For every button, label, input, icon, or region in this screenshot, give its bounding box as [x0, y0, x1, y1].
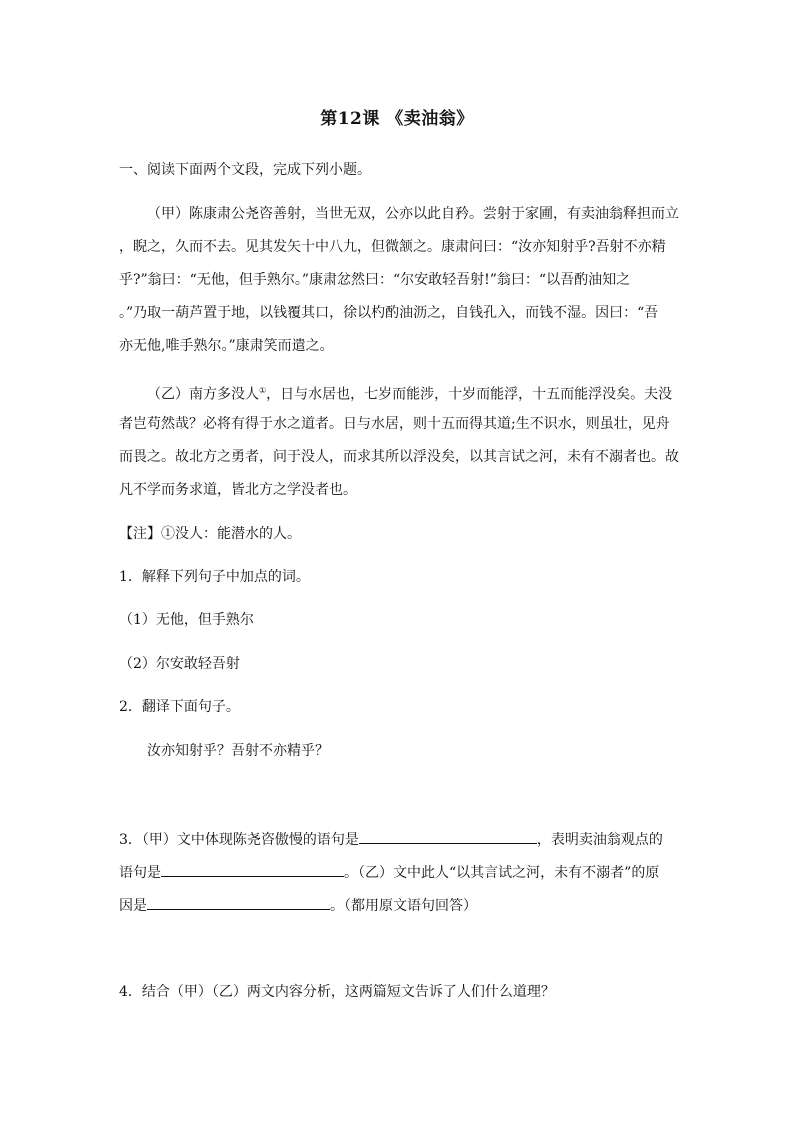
passage-jia-line-3: 乎?”翁曰：“无他，但手熟尔。”康肃忿然曰：“尔安敢轻吾射!”翁曰：“以吾酌油知之	[119, 272, 631, 288]
answer-blank-3[interactable]	[147, 894, 330, 910]
question-3-line-1	[119, 828, 663, 850]
passage-jia-line-4: 。”乃取一葫芦置于地，以钱覆其口，徐以杓酌油沥之，自钱孔入，而钱不湿。因曰：“吾	[119, 305, 659, 321]
question-3-text: 。（乙）文中此人“以其言试之河，未有不溺者”的原	[344, 865, 660, 881]
passage-yi-text: （乙）南方多没人	[147, 386, 259, 403]
passage-jia-line-1: （甲）陈康肃公尧咨善射，当世无双，公亦以此自矜。尝射于家圃，有卖油翁释担而立	[147, 206, 679, 222]
question-3-text: 语句是	[119, 865, 161, 881]
question-3-line-3	[119, 894, 477, 916]
question-3-text: 因是	[119, 898, 147, 914]
passage-jia-line-5: 亦无他,唯手熟尔。”康肃笑而遣之。	[119, 338, 334, 354]
answer-blank-1[interactable]	[359, 828, 537, 844]
passage-yi-text: ，日与水居也，七岁而能涉，十岁而能浮，十五而能浮没矣。夫没	[266, 386, 673, 403]
question-3-text: 。（都用原文语句回答）	[330, 898, 477, 914]
section-instruction: 一、阅读下面两个文段，完成下列小题。	[119, 162, 371, 178]
question-1-item-1: （1）无他，但手熟尔	[119, 612, 254, 628]
passage-jia-line-2: ，睨之，久而不去。见其发矢十中八九，但微颔之。康肃问曰：“汝亦知射乎?吾射不亦精	[119, 239, 666, 255]
question-3-text: 3．（甲）文中体现陈尧咨傲慢的语句是	[119, 832, 359, 848]
question-2-stem: 2．翻译下面句子。	[119, 699, 240, 715]
question-3-text: ，表明卖油翁观点的	[536, 832, 663, 848]
question-1-item-2: （2）尔安敢轻吾射	[119, 656, 240, 672]
question-1-stem: 1．解释下列句子中加点的词。	[119, 569, 310, 585]
passage-yi-line-3: 而畏之。故北方之勇者，问于没人，而求其所以浮没矣，以其言试之河，未有不溺者也。故	[119, 449, 679, 465]
question-4-stem: 4．结合（甲）（乙）两文内容分析，这两篇短文告诉了人们什么道理？	[119, 984, 555, 1000]
passage-yi-line-1	[147, 381, 672, 405]
footnote: 【注】①没人：能潜水的人。	[119, 526, 301, 542]
passage-yi-line-2: 者岂苟然哉？必将有得于水之道者。日与水居，则十五而得其道;生不识水，则虽壮，见舟	[119, 416, 670, 432]
question-3-line-2	[119, 861, 659, 883]
footnote-marker: ①	[259, 386, 267, 395]
lesson-title: 第12课 《卖油翁》	[320, 109, 474, 129]
answer-blank-2[interactable]	[161, 861, 344, 877]
question-2-sentence: 汝亦知射乎？吾射不亦精乎？	[147, 743, 329, 759]
passage-yi-line-4: 凡不学而务求道，皆北方之学没者也。	[119, 482, 357, 498]
